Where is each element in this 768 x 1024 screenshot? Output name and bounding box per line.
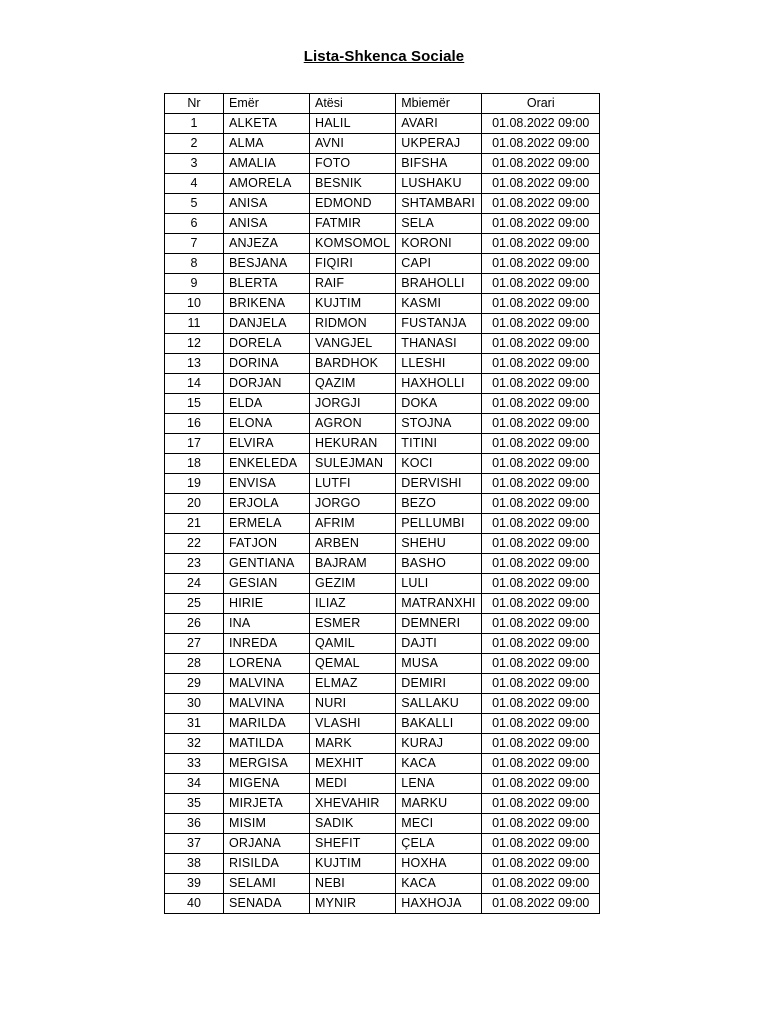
- cell-emer: ELVIRA: [224, 434, 310, 454]
- cell-mbiemer: STOJNA: [396, 414, 482, 434]
- cell-mbiemer: DERVISHI: [396, 474, 482, 494]
- cell-orari: 01.08.2022 09:00: [482, 794, 600, 814]
- cell-orari: 01.08.2022 09:00: [482, 714, 600, 734]
- cell-atesi: BAJRAM: [310, 554, 396, 574]
- cell-nr: 1: [165, 114, 224, 134]
- cell-mbiemer: DOKA: [396, 394, 482, 414]
- cell-atesi: HEKURAN: [310, 434, 396, 454]
- cell-emer: GESIAN: [224, 574, 310, 594]
- cell-emer: DANJELA: [224, 314, 310, 334]
- cell-atesi: MARK: [310, 734, 396, 754]
- cell-orari: 01.08.2022 09:00: [482, 234, 600, 254]
- cell-mbiemer: HAXHOLLI: [396, 374, 482, 394]
- cell-nr: 29: [165, 674, 224, 694]
- cell-atesi: ESMER: [310, 614, 396, 634]
- cell-mbiemer: LLESHI: [396, 354, 482, 374]
- table-row: [165, 874, 600, 894]
- page-title: Lista-Shkenca Sociale: [303, 48, 465, 65]
- cell-nr: 31: [165, 714, 224, 734]
- cell-emer: RISILDA: [224, 854, 310, 874]
- table-row: [165, 634, 600, 654]
- cell-orari: 01.08.2022 09:00: [482, 834, 600, 854]
- cell-emer: BESJANA: [224, 254, 310, 274]
- header-emer: Emër: [224, 94, 310, 114]
- cell-orari: 01.08.2022 09:00: [482, 494, 600, 514]
- cell-atesi: EDMOND: [310, 194, 396, 214]
- table-row: [165, 774, 600, 794]
- cell-nr: 38: [165, 854, 224, 874]
- cell-nr: 4: [165, 174, 224, 194]
- cell-emer: INREDA: [224, 634, 310, 654]
- cell-atesi: FOTO: [310, 154, 396, 174]
- cell-emer: MATILDA: [224, 734, 310, 754]
- cell-atesi: ILIAZ: [310, 594, 396, 614]
- cell-mbiemer: HAXHOJA: [396, 894, 482, 914]
- table-row: [165, 594, 600, 614]
- cell-nr: 2: [165, 134, 224, 154]
- cell-mbiemer: BASHO: [396, 554, 482, 574]
- cell-atesi: MEDI: [310, 774, 396, 794]
- cell-nr: 20: [165, 494, 224, 514]
- cell-orari: 01.08.2022 09:00: [482, 274, 600, 294]
- table-row: [165, 814, 600, 834]
- cell-emer: DORJAN: [224, 374, 310, 394]
- cell-orari: 01.08.2022 09:00: [482, 654, 600, 674]
- cell-nr: 27: [165, 634, 224, 654]
- cell-nr: 18: [165, 454, 224, 474]
- cell-emer: ANISA: [224, 214, 310, 234]
- cell-emer: MERGISA: [224, 754, 310, 774]
- cell-emer: MIRJETA: [224, 794, 310, 814]
- cell-atesi: FATMIR: [310, 214, 396, 234]
- table-row: [165, 434, 600, 454]
- cell-nr: 23: [165, 554, 224, 574]
- cell-nr: 28: [165, 654, 224, 674]
- cell-orari: 01.08.2022 09:00: [482, 194, 600, 214]
- cell-orari: 01.08.2022 09:00: [482, 554, 600, 574]
- table-row: [165, 314, 600, 334]
- cell-emer: GENTIANA: [224, 554, 310, 574]
- cell-atesi: LUTFI: [310, 474, 396, 494]
- header-mbiemer: Mbiemër: [396, 94, 482, 114]
- cell-nr: 40: [165, 894, 224, 914]
- cell-mbiemer: UKPERAJ: [396, 134, 482, 154]
- cell-atesi: SADIK: [310, 814, 396, 834]
- cell-emer: ALMA: [224, 134, 310, 154]
- cell-atesi: AFRIM: [310, 514, 396, 534]
- cell-orari: 01.08.2022 09:00: [482, 134, 600, 154]
- cell-nr: 8: [165, 254, 224, 274]
- cell-atesi: KOMSOMOL: [310, 234, 396, 254]
- cell-emer: SENADA: [224, 894, 310, 914]
- cell-orari: 01.08.2022 09:00: [482, 674, 600, 694]
- table-row: [165, 274, 600, 294]
- cell-mbiemer: MARKU: [396, 794, 482, 814]
- cell-emer: FATJON: [224, 534, 310, 554]
- cell-atesi: KUJTIM: [310, 854, 396, 874]
- cell-nr: 25: [165, 594, 224, 614]
- student-list-table: [164, 93, 600, 914]
- cell-mbiemer: CAPI: [396, 254, 482, 274]
- cell-nr: 32: [165, 734, 224, 754]
- cell-emer: AMALIA: [224, 154, 310, 174]
- cell-orari: 01.08.2022 09:00: [482, 874, 600, 894]
- table-row: [165, 294, 600, 314]
- cell-orari: 01.08.2022 09:00: [482, 154, 600, 174]
- table-row: [165, 694, 600, 714]
- cell-orari: 01.08.2022 09:00: [482, 574, 600, 594]
- table-row: [165, 234, 600, 254]
- cell-atesi: JORGO: [310, 494, 396, 514]
- cell-emer: ELONA: [224, 414, 310, 434]
- cell-orari: 01.08.2022 09:00: [482, 394, 600, 414]
- cell-emer: DORELA: [224, 334, 310, 354]
- table-row: [165, 534, 600, 554]
- cell-mbiemer: BRAHOLLI: [396, 274, 482, 294]
- cell-mbiemer: BAKALLI: [396, 714, 482, 734]
- cell-emer: MALVINA: [224, 674, 310, 694]
- cell-emer: ERJOLA: [224, 494, 310, 514]
- cell-orari: 01.08.2022 09:00: [482, 314, 600, 334]
- cell-atesi: RAIF: [310, 274, 396, 294]
- cell-emer: AMORELA: [224, 174, 310, 194]
- cell-orari: 01.08.2022 09:00: [482, 414, 600, 434]
- table-row: [165, 674, 600, 694]
- cell-nr: 7: [165, 234, 224, 254]
- table-row: [165, 194, 600, 214]
- table-row: [165, 554, 600, 574]
- cell-nr: 3: [165, 154, 224, 174]
- cell-emer: MIGENA: [224, 774, 310, 794]
- cell-atesi: NEBI: [310, 874, 396, 894]
- table-row: [165, 854, 600, 874]
- cell-mbiemer: SHTAMBARI: [396, 194, 482, 214]
- cell-atesi: ARBEN: [310, 534, 396, 554]
- cell-nr: 26: [165, 614, 224, 634]
- cell-mbiemer: KACA: [396, 874, 482, 894]
- cell-orari: 01.08.2022 09:00: [482, 454, 600, 474]
- cell-emer: MISIM: [224, 814, 310, 834]
- cell-orari: 01.08.2022 09:00: [482, 734, 600, 754]
- cell-orari: 01.08.2022 09:00: [482, 774, 600, 794]
- cell-emer: ORJANA: [224, 834, 310, 854]
- cell-atesi: BESNIK: [310, 174, 396, 194]
- cell-orari: 01.08.2022 09:00: [482, 634, 600, 654]
- cell-mbiemer: DEMIRI: [396, 674, 482, 694]
- cell-mbiemer: LENA: [396, 774, 482, 794]
- cell-nr: 35: [165, 794, 224, 814]
- cell-nr: 11: [165, 314, 224, 334]
- cell-emer: INA: [224, 614, 310, 634]
- cell-orari: 01.08.2022 09:00: [482, 594, 600, 614]
- cell-nr: 24: [165, 574, 224, 594]
- cell-emer: MALVINA: [224, 694, 310, 714]
- cell-mbiemer: DAJTI: [396, 634, 482, 654]
- cell-atesi: XHEVAHIR: [310, 794, 396, 814]
- cell-orari: 01.08.2022 09:00: [482, 534, 600, 554]
- cell-mbiemer: MECI: [396, 814, 482, 834]
- cell-orari: 01.08.2022 09:00: [482, 354, 600, 374]
- table-row: [165, 574, 600, 594]
- cell-atesi: BARDHOK: [310, 354, 396, 374]
- table-row: [165, 834, 600, 854]
- cell-emer: BLERTA: [224, 274, 310, 294]
- cell-emer: ENVISA: [224, 474, 310, 494]
- table-row: [165, 354, 600, 374]
- cell-emer: SELAMI: [224, 874, 310, 894]
- table-row: [165, 454, 600, 474]
- cell-nr: 19: [165, 474, 224, 494]
- cell-nr: 30: [165, 694, 224, 714]
- cell-atesi: RIDMON: [310, 314, 396, 334]
- cell-emer: ELDA: [224, 394, 310, 414]
- cell-nr: 12: [165, 334, 224, 354]
- cell-nr: 33: [165, 754, 224, 774]
- cell-nr: 16: [165, 414, 224, 434]
- cell-atesi: VLASHI: [310, 714, 396, 734]
- cell-orari: 01.08.2022 09:00: [482, 254, 600, 274]
- table-row: [165, 254, 600, 274]
- cell-emer: DORINA: [224, 354, 310, 374]
- cell-orari: 01.08.2022 09:00: [482, 614, 600, 634]
- cell-mbiemer: KASMI: [396, 294, 482, 314]
- table-row: [165, 494, 600, 514]
- cell-mbiemer: SHEHU: [396, 534, 482, 554]
- table-row: [165, 334, 600, 354]
- cell-emer: BRIKENA: [224, 294, 310, 314]
- cell-nr: 17: [165, 434, 224, 454]
- cell-mbiemer: MATRANXHI: [396, 594, 482, 614]
- header-orari: Orari: [482, 94, 600, 114]
- cell-mbiemer: BEZO: [396, 494, 482, 514]
- cell-mbiemer: ÇELA: [396, 834, 482, 854]
- cell-emer: ANJEZA: [224, 234, 310, 254]
- cell-atesi: QAZIM: [310, 374, 396, 394]
- cell-orari: 01.08.2022 09:00: [482, 474, 600, 494]
- header-atesi: Atësi: [310, 94, 396, 114]
- cell-atesi: GEZIM: [310, 574, 396, 594]
- cell-atesi: SULEJMAN: [310, 454, 396, 474]
- cell-mbiemer: LULI: [396, 574, 482, 594]
- table-row: [165, 114, 600, 134]
- cell-orari: 01.08.2022 09:00: [482, 894, 600, 914]
- cell-atesi: MEXHIT: [310, 754, 396, 774]
- cell-orari: 01.08.2022 09:00: [482, 754, 600, 774]
- table-body: [165, 114, 600, 914]
- cell-atesi: MYNIR: [310, 894, 396, 914]
- cell-nr: 36: [165, 814, 224, 834]
- cell-mbiemer: THANASI: [396, 334, 482, 354]
- cell-mbiemer: KOCI: [396, 454, 482, 474]
- table-row: [165, 174, 600, 194]
- cell-orari: 01.08.2022 09:00: [482, 434, 600, 454]
- cell-orari: 01.08.2022 09:00: [482, 114, 600, 134]
- cell-emer: ENKELEDA: [224, 454, 310, 474]
- cell-mbiemer: MUSA: [396, 654, 482, 674]
- cell-emer: MARILDA: [224, 714, 310, 734]
- cell-nr: 14: [165, 374, 224, 394]
- cell-mbiemer: HOXHA: [396, 854, 482, 874]
- cell-orari: 01.08.2022 09:00: [482, 374, 600, 394]
- table-row: [165, 154, 600, 174]
- table-row: [165, 894, 600, 914]
- cell-orari: 01.08.2022 09:00: [482, 694, 600, 714]
- cell-mbiemer: TITINI: [396, 434, 482, 454]
- cell-nr: 39: [165, 874, 224, 894]
- table-row: [165, 374, 600, 394]
- cell-atesi: AGRON: [310, 414, 396, 434]
- cell-orari: 01.08.2022 09:00: [482, 334, 600, 354]
- cell-mbiemer: KURAJ: [396, 734, 482, 754]
- cell-atesi: FIQIRI: [310, 254, 396, 274]
- cell-atesi: VANGJEL: [310, 334, 396, 354]
- cell-mbiemer: LUSHAKU: [396, 174, 482, 194]
- cell-mbiemer: AVARI: [396, 114, 482, 134]
- cell-nr: 34: [165, 774, 224, 794]
- cell-atesi: ELMAZ: [310, 674, 396, 694]
- cell-orari: 01.08.2022 09:00: [482, 854, 600, 874]
- cell-emer: ANISA: [224, 194, 310, 214]
- cell-mbiemer: KACA: [396, 754, 482, 774]
- cell-emer: HIRIE: [224, 594, 310, 614]
- header-row: [165, 94, 600, 114]
- cell-emer: ERMELA: [224, 514, 310, 534]
- cell-orari: 01.08.2022 09:00: [482, 514, 600, 534]
- cell-nr: 37: [165, 834, 224, 854]
- table-row: [165, 734, 600, 754]
- table-row: [165, 754, 600, 774]
- table-row: [165, 394, 600, 414]
- cell-atesi: QAMIL: [310, 634, 396, 654]
- cell-mbiemer: KORONI: [396, 234, 482, 254]
- cell-atesi: JORGJI: [310, 394, 396, 414]
- cell-nr: 5: [165, 194, 224, 214]
- cell-orari: 01.08.2022 09:00: [482, 294, 600, 314]
- cell-mbiemer: PELLUMBI: [396, 514, 482, 534]
- table-row: [165, 474, 600, 494]
- cell-emer: LORENA: [224, 654, 310, 674]
- cell-nr: 13: [165, 354, 224, 374]
- cell-nr: 21: [165, 514, 224, 534]
- cell-mbiemer: SELA: [396, 214, 482, 234]
- cell-mbiemer: SALLAKU: [396, 694, 482, 714]
- table-row: [165, 514, 600, 534]
- table-row: [165, 614, 600, 634]
- cell-atesi: KUJTIM: [310, 294, 396, 314]
- cell-nr: 9: [165, 274, 224, 294]
- cell-mbiemer: DEMNERI: [396, 614, 482, 634]
- cell-atesi: AVNI: [310, 134, 396, 154]
- table-row: [165, 414, 600, 434]
- cell-atesi: NURI: [310, 694, 396, 714]
- cell-nr: 15: [165, 394, 224, 414]
- table-row: [165, 714, 600, 734]
- cell-emer: ALKETA: [224, 114, 310, 134]
- cell-nr: 10: [165, 294, 224, 314]
- header-nr: Nr: [165, 94, 224, 114]
- table-row: [165, 794, 600, 814]
- cell-mbiemer: BIFSHA: [396, 154, 482, 174]
- cell-orari: 01.08.2022 09:00: [482, 174, 600, 194]
- table-row: [165, 134, 600, 154]
- cell-nr: 22: [165, 534, 224, 554]
- table-header: [165, 94, 600, 114]
- cell-atesi: QEMAL: [310, 654, 396, 674]
- table-row: [165, 214, 600, 234]
- cell-mbiemer: FUSTANJA: [396, 314, 482, 334]
- cell-orari: 01.08.2022 09:00: [482, 214, 600, 234]
- cell-atesi: HALIL: [310, 114, 396, 134]
- cell-nr: 6: [165, 214, 224, 234]
- table-row: [165, 654, 600, 674]
- cell-orari: 01.08.2022 09:00: [482, 814, 600, 834]
- cell-atesi: SHEFIT: [310, 834, 396, 854]
